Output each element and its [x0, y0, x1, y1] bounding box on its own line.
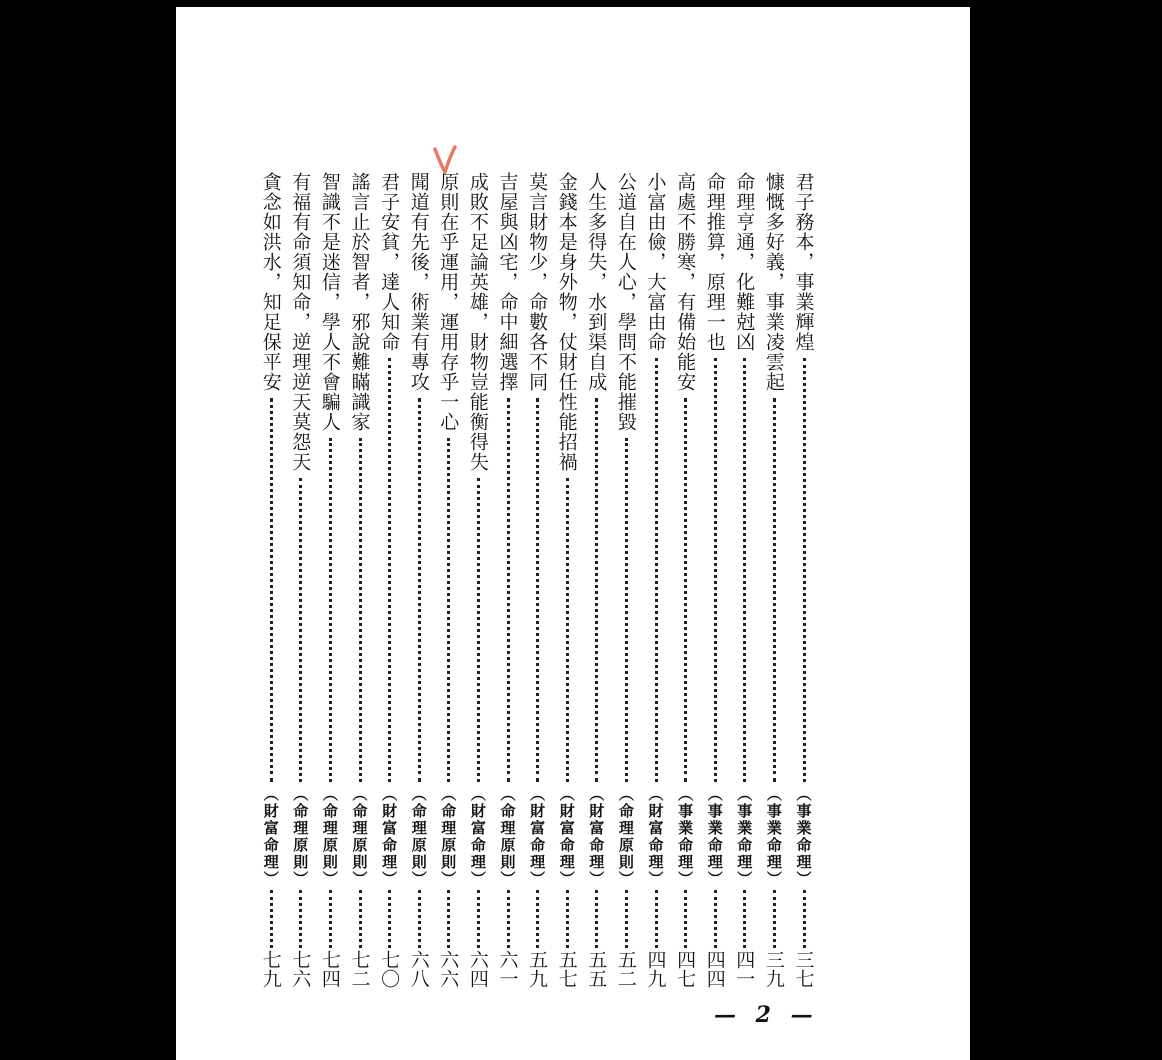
toc-entry-title: 貪念如洪水，知足保平安 [259, 172, 282, 392]
toc-entry-page: 七九 [259, 950, 282, 988]
toc-entry-title: 有福有命須知命，逆理逆天莫怨天 [289, 172, 312, 472]
toc-entry-title: 智識不是迷信，學人不會騙人 [318, 172, 341, 432]
toc-entry[interactable] [523, 172, 553, 1002]
dot-leader [714, 890, 717, 948]
toc-entry-page: 七二 [348, 950, 371, 988]
dot-leader [566, 890, 569, 948]
dot-leader [803, 358, 806, 782]
toc-entry-page: 六六 [437, 950, 460, 988]
dot-leader [299, 478, 302, 782]
toc-entry-page: 五二 [614, 950, 637, 988]
toc-entry-category: （財富命理） [646, 786, 665, 888]
dot-leader [418, 890, 421, 948]
dot-leader [566, 478, 569, 782]
dot-leader [447, 438, 450, 782]
toc-entry[interactable] [286, 172, 316, 1002]
dot-leader [507, 398, 510, 782]
dot-leader [536, 398, 539, 782]
toc-entry-title: 聞道有先後，術業有專攻 [407, 172, 430, 392]
toc-entry[interactable] [611, 172, 641, 1002]
toc-entry-category: （命理原則） [291, 786, 310, 888]
toc-entry-page: 七〇 [378, 950, 401, 988]
dot-leader [684, 398, 687, 782]
dot-leader [359, 890, 362, 948]
toc-entry-category: （命理原則） [439, 786, 458, 888]
dot-leader [625, 890, 628, 948]
dot-leader [595, 398, 598, 782]
dot-leader [270, 890, 273, 948]
toc-entry[interactable] [730, 172, 760, 1002]
dot-leader [655, 358, 658, 782]
toc-entry-title: 君子務本，事業輝煌 [792, 172, 815, 352]
toc-entry-category: （財富命理） [528, 786, 547, 888]
dot-leader [329, 438, 332, 782]
toc-entry[interactable] [700, 172, 730, 1002]
toc-entry-category: （事業命理） [764, 786, 783, 888]
toc-entry-title: 命理推算，原理一也 [703, 172, 726, 352]
dot-leader [507, 890, 510, 948]
toc-entry-title: 吉屋與凶宅，命中細選擇 [496, 172, 519, 392]
toc-entry-page: 四九 [644, 950, 667, 988]
toc-entry-title: 命理亨通，化難尅凶 [733, 172, 756, 352]
dot-leader [388, 358, 391, 782]
dot-leader [418, 398, 421, 782]
toc-entry[interactable] [789, 172, 819, 1002]
dot-leader [655, 890, 658, 948]
toc-entry[interactable] [463, 172, 493, 1002]
toc-entry-page: 七六 [289, 950, 312, 988]
toc-entry-page: 三九 [762, 950, 785, 988]
dot-leader [477, 890, 480, 948]
toc-entry-title: 莫言財物少，命數各不同 [526, 172, 549, 392]
dot-leader [684, 890, 687, 948]
toc-entry[interactable] [434, 172, 464, 1002]
toc-entry-category: （命理原則） [350, 786, 369, 888]
toc-entry-page: 三七 [792, 950, 815, 988]
toc-entry[interactable] [671, 172, 701, 1002]
toc-entry-title: 小富由儉，大富由命 [644, 172, 667, 352]
toc-entry-page: 六八 [407, 950, 430, 988]
toc-entry-title: 人生多得失，水到渠自成 [585, 172, 608, 392]
toc-entry-title: 公道自在人心，學問不能摧毀 [614, 172, 637, 432]
dot-leader [625, 438, 628, 782]
dot-leader [773, 398, 776, 782]
dot-leader [536, 890, 539, 948]
book-page [176, 7, 970, 1060]
toc-entry-category: （事業命理） [735, 786, 754, 888]
dot-leader [743, 358, 746, 782]
toc-entry-category: （事業命理） [794, 786, 813, 888]
toc-entry-category: （事業命理） [676, 786, 695, 888]
dot-leader [714, 358, 717, 782]
toc-entry-title: 高處不勝寒，有備始能安 [674, 172, 697, 392]
toc-entry-title: 原則在乎運用，運用存乎一心 [437, 172, 460, 432]
toc-entry-page: 四一 [733, 950, 756, 988]
toc-entry-page: 五九 [526, 950, 549, 988]
dot-leader [447, 890, 450, 948]
toc-entry-category: （財富命理） [587, 786, 606, 888]
toc-entry[interactable] [759, 172, 789, 1002]
toc-entry-category: （財富命理） [380, 786, 399, 888]
toc-entry-page: 四七 [674, 950, 697, 988]
toc-entry[interactable] [404, 172, 434, 1002]
toc-entry-category: （命理原則） [616, 786, 635, 888]
dot-leader [803, 890, 806, 948]
toc-entry-page: 六一 [496, 950, 519, 988]
dot-leader [595, 890, 598, 948]
toc-entry[interactable] [552, 172, 582, 1002]
toc-entry[interactable] [582, 172, 612, 1002]
dot-leader [359, 438, 362, 782]
toc-entry-title: 君子安貧，達人知命 [378, 172, 401, 352]
toc-entry[interactable] [345, 172, 375, 1002]
toc-entry-title: 金錢本是身外物，仗財任性能招禍 [555, 172, 578, 472]
toc-entry-category: （命理原則） [320, 786, 339, 888]
toc-entry-category: （財富命理） [468, 786, 487, 888]
toc-entry-page: 五七 [555, 950, 578, 988]
toc-entry-title: 成敗不足論英雄，財物豈能衡得失 [466, 172, 489, 472]
toc-entry-category: （財富命理） [261, 786, 280, 888]
dot-leader [773, 890, 776, 948]
check-mark-icon [432, 145, 458, 175]
toc-entry-page: 五五 [585, 950, 608, 988]
toc-entry-category: （財富命理） [557, 786, 576, 888]
toc-entry-category: （命理原則） [498, 786, 517, 888]
toc-entry-category: （命理原則） [409, 786, 428, 888]
toc-entry[interactable] [493, 172, 523, 1002]
dot-leader [388, 890, 391, 948]
toc-entry-page: 七四 [318, 950, 341, 988]
toc-entry[interactable] [375, 172, 405, 1002]
dot-leader [299, 890, 302, 948]
dot-leader [743, 890, 746, 948]
dot-leader [329, 890, 332, 948]
dot-leader [477, 478, 480, 782]
toc-entry-page: 六四 [466, 950, 489, 988]
toc-entry-title: 謠言止於智者，邪說難瞞識家 [348, 172, 371, 432]
toc-entry-page: 四四 [703, 950, 726, 988]
page-number: — 2 — [714, 1002, 819, 1028]
toc-entry-title: 慷慨多好義，事業凌雲起 [762, 172, 785, 392]
dot-leader [270, 398, 273, 782]
toc-entry-category: （事業命理） [705, 786, 724, 888]
toc-entry[interactable] [641, 172, 671, 1002]
toc-entry[interactable] [315, 172, 345, 1002]
toc-entry[interactable] [256, 172, 286, 1002]
